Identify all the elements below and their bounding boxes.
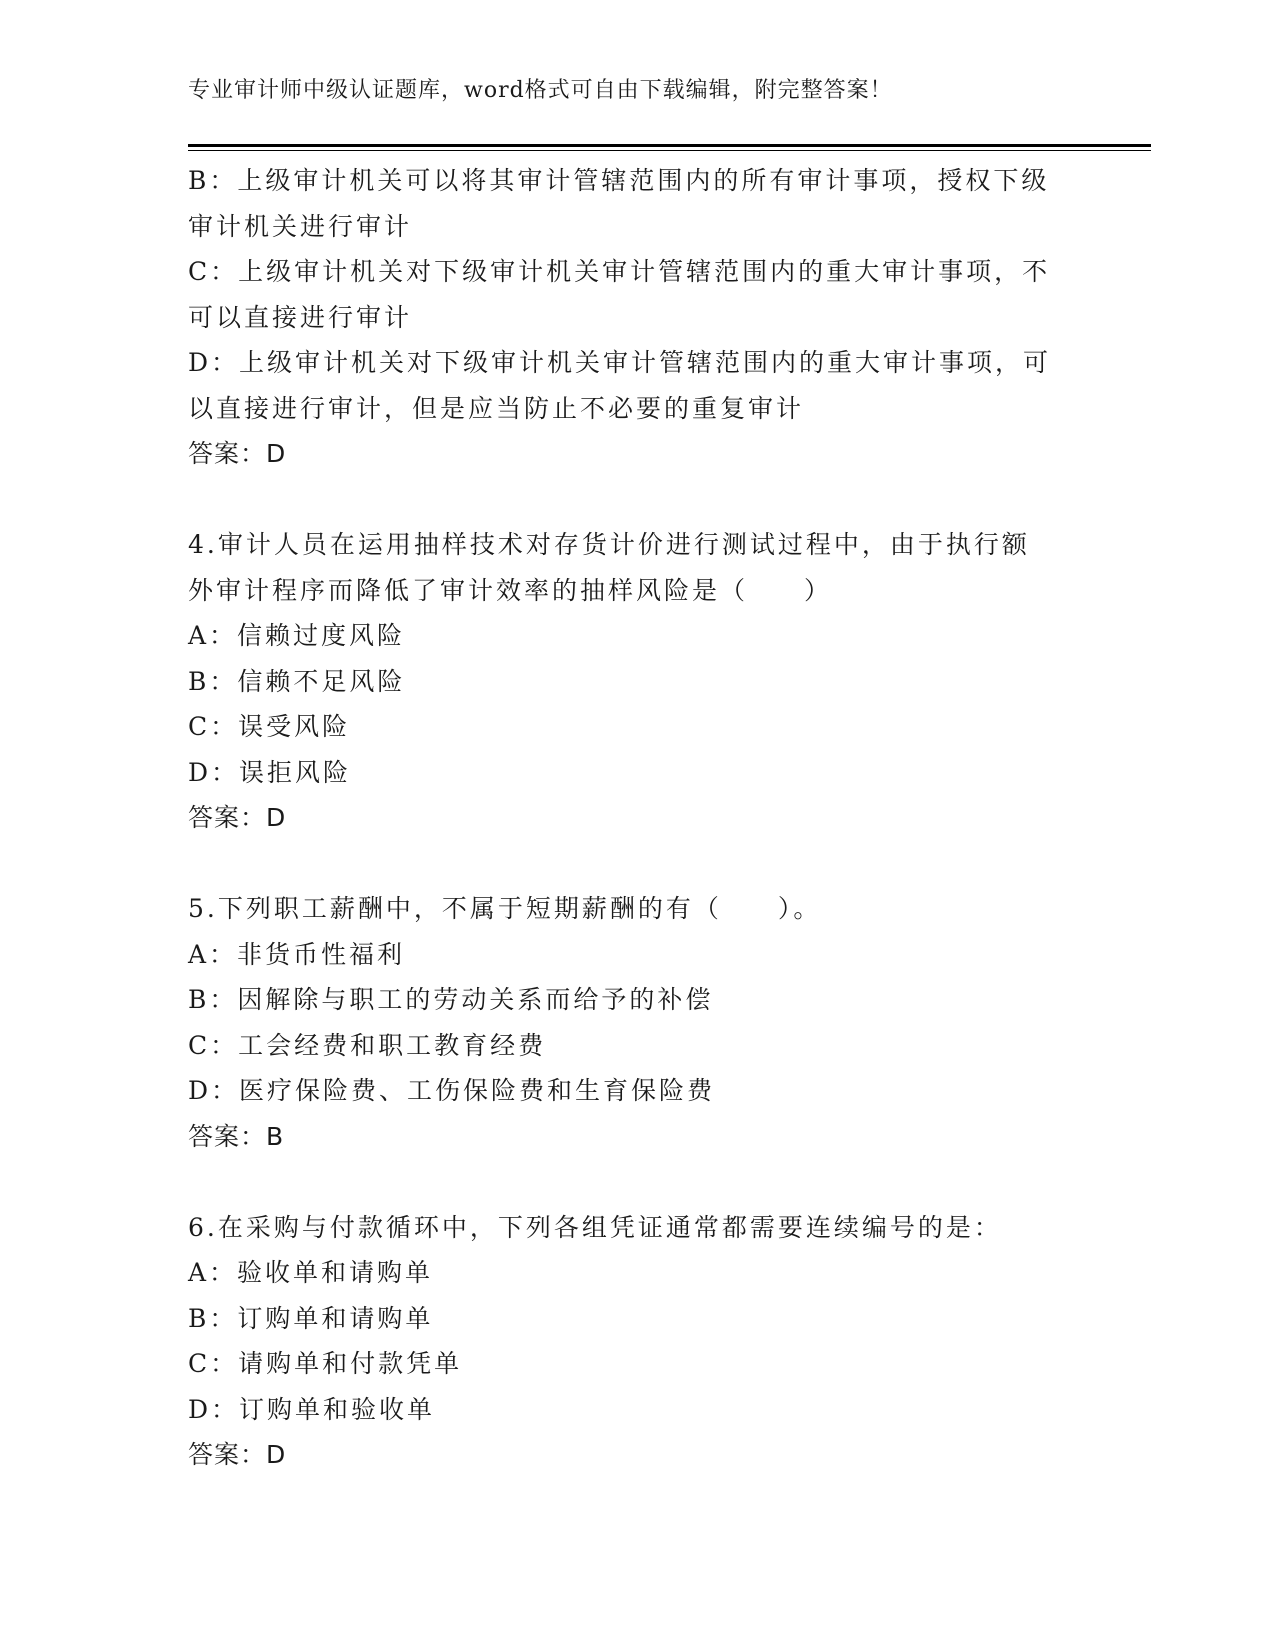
question-5-option-d: D：医疗保险费、工伤保险费和生育保险费 [188, 1076, 716, 1105]
question-6-answer: 答案：D [188, 1440, 287, 1469]
question-5-option-c: C：工会经费和职工教育经费 [188, 1030, 547, 1060]
question-6-option-b: B：订购单和请购单 [188, 1303, 434, 1333]
question-5-option-a: A：非货币性福利 [188, 939, 406, 969]
question-4-stem-line-1: 4.审计人员在运用抽样技术对存货计价进行测试过程中，由于执行额 [188, 530, 1030, 559]
question-3-option-b-line-1: B：上级审计机关可以将其审计管辖范围内的所有审计事项，授权下级 [188, 166, 1050, 195]
question-4-option-b: B：信赖不足风险 [188, 666, 406, 696]
header-rule-thin [188, 150, 1151, 151]
question-3-answer: 答案：D [188, 439, 287, 468]
question-4 [188, 522, 1088, 841]
question-3-option-d-line-2: 以直接进行审计，但是应当防止不必要的重复审计 [188, 393, 805, 423]
question-5-answer: 答案：B [188, 1121, 285, 1151]
question-4-stem-line-2: 外审计程序而降低了审计效率的抽样风险是（ ） [188, 575, 833, 605]
spacer [188, 477, 1088, 523]
question-4-answer: 答案：D [188, 803, 287, 832]
question-3-option-c-line-2: 可以直接进行审计 [188, 302, 413, 332]
document-body [188, 158, 1088, 1478]
question-5 [188, 886, 1088, 1159]
question-5-stem: 5.下列职工薪酬中，不属于短期薪酬的有（ ）。 [188, 894, 822, 923]
question-3-continued [188, 158, 1088, 477]
question-6-option-a: A：验收单和请购单 [188, 1258, 434, 1287]
question-6-option-c: C：请购单和付款凭单 [188, 1349, 463, 1378]
question-6-stem: 6.在采购与付款循环中，下列各组凭证通常都需要连续编号的是： [188, 1212, 1002, 1242]
question-4-option-d: D：误拒风险 [188, 757, 352, 787]
question-3-option-c-line-1: C：上级审计机关对下级审计机关审计管辖范围内的重大审计事项，不 [188, 257, 1051, 286]
page-header-text: 专业审计师中级认证题库，word格式可自由下载编辑，附完整答案！ [188, 78, 893, 103]
question-5-option-b: B：因解除与职工的劳动关系而给予的补偿 [188, 985, 714, 1014]
spacer [188, 1159, 1088, 1205]
question-4-option-c: C：误受风险 [188, 712, 351, 741]
question-3-option-d-line-1: D：上级审计机关对下级审计机关审计管辖范围内的重大审计事项，可 [188, 348, 1052, 377]
header-rule-thick [188, 144, 1151, 147]
question-3-option-b-line-2: 审计机关进行审计 [188, 211, 413, 241]
question-4-option-a: A：信赖过度风险 [188, 621, 406, 650]
question-6 [188, 1205, 1088, 1478]
question-6-option-d: D：订购单和验收单 [188, 1394, 436, 1424]
spacer [188, 841, 1088, 887]
